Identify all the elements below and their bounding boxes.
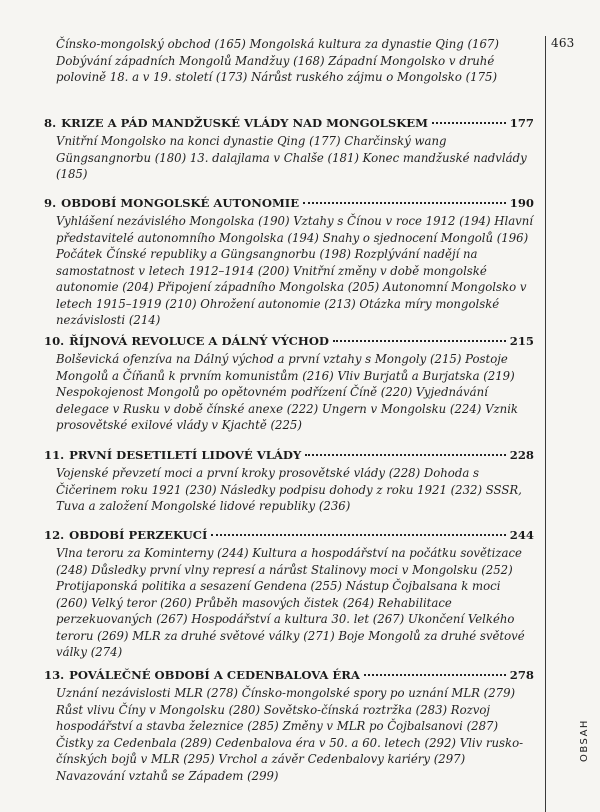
chapter-subtopics: Bolševická ofenzíva na Dálný východ a první vztahy s Mongoly (215) Postoje Mongolů a Číňanů k prvním komunistům (216) Vliv Burjatů a Burjatska (219) Nespokojenost Mongolů po opětovném podřízení Číně (220) Vyjednávání delegace v Rusku v době čínské anexe (222) Ungern v Mongolsku (224) Vznik prosovětské exilové vlády v Kjachtě (225) xyxy=(56,352,519,432)
chapter-page-number: 244 xyxy=(509,528,534,542)
chapter-7-continuation: Čínsko-mongolský obchod (165) Mongolská kultura za dynastie Qing (167) Dobývání západních Mongolů Mandžuy (168) Západní Mongolsko v druhé polovině 18. a v 19. století (173) Nárůst ruského zájmu o Mongolsko (175) xyxy=(56,37,499,84)
chapter-heading xyxy=(44,528,534,545)
section-side-label: OBSAH xyxy=(579,719,590,762)
chapter-title: ŘÍJNOVÁ REVOLUCE A DÁLNÝ VÝCHOD xyxy=(69,334,329,348)
toc-entry-13[interactable] xyxy=(44,668,534,784)
chapter-title: PRVNÍ DESETILETÍ LIDOVÉ VLÁDY xyxy=(69,448,302,462)
leader-dots xyxy=(211,533,505,536)
toc-entry-12[interactable] xyxy=(44,528,534,661)
chapter-number: 9. xyxy=(44,196,57,210)
chapter-heading xyxy=(44,116,534,133)
chapter-subtopics: Vlna teroru za Kominterny (244) Kultura a hospodářství na počátku sovětizace (248) Důsledky první vlny represí a nárůst Stalinovy moci v Mongolsku (252) Protijaponská politika a sesazení Gendena (255) Nástup Čojbalsana k moci (260) Velký teror (260) Průběh masových čistek (264) Rehabilitace perzekuovaných (267) Hospodářství a kultura 30. let (267) Ukončení Velkého teroru (269) MLR za druhé světové války (271) Boje Mongolů za druhé světové války (274) xyxy=(56,546,525,659)
chapter-number: 8. xyxy=(44,116,57,130)
chapter-title: OBDOBÍ PERZEKUCÍ xyxy=(69,528,208,542)
chapter-page-number: 177 xyxy=(509,116,534,130)
chapter-page-number: 190 xyxy=(509,196,534,210)
chapter-number: 11. xyxy=(44,448,65,462)
chapter-number: 13. xyxy=(44,668,65,682)
chapter-subtopics: Vojenské převzetí moci a první kroky prosovětské vlády (228) Dohoda s Čičerinem roku 1921 (230) Následky podpisu dohody z roku 1921 (232) SSSR, Tuva a založení Mongolské lidové republiky (236) xyxy=(56,466,522,513)
leader-dots xyxy=(432,121,506,124)
chapter-page-number: 228 xyxy=(509,448,534,462)
chapter-heading xyxy=(44,668,534,685)
chapter-title: OBDOBÍ MONGOLSKÉ AUTONOMIE xyxy=(61,196,300,210)
leader-dots xyxy=(303,201,506,204)
leader-dots xyxy=(364,673,506,676)
chapter-subtopics: Vyhlášení nezávislého Mongolska (190) Vztahy s Čínou v roce 1912 (194) Hlavní představitelé autonomního Mongolska (194) Snahy o sjednocení Mongolů (196) Počátek Čínské republiky a Güngsangnorbu (198) Rozplývání nadějí na samostatnost v letech 1912–1914 (200) Vnitřní změny v době mongolské autonomie (204) Připojení západního Mongolska (205) Autonomní Mongolsko v letech 1915–1919 (210) Ohrožení autonomie (213) Otázka míry mongolské nezávislosti (214) xyxy=(56,214,534,327)
toc-entry-8[interactable] xyxy=(44,116,534,183)
chapter-heading xyxy=(44,448,534,465)
chapter-heading xyxy=(44,196,534,213)
chapter-page-number: 278 xyxy=(509,668,534,682)
chapter-heading xyxy=(44,334,534,351)
toc-entry-11[interactable] xyxy=(44,448,534,515)
chapter-title: POVÁLEČNÉ OBDOBÍ A CEDENBALOVA ÉRA xyxy=(69,668,360,682)
toc-entry-10[interactable] xyxy=(44,334,534,434)
chapter-page-number: 215 xyxy=(509,334,534,348)
chapter-subtopics: Uznání nezávislosti MLR (278) Čínsko-mongolské spory po uznání MLR (279) Růst vlivu Číny v Mongolsku (280) Sovětsko-čínská roztržka (283) Rozvoj hospodářství a stavba železnice (285) Změny v MLR po Čojbalsanovi (287) Čistky za Cedenbala (289) Cedenbalova éra v 50. a 60. letech (292) Vliv rusko-čínských bojů v MLR (295) Vrchol a závěr Cedenbalovy kariéry (297) Navazování vztahů se Západem (299) xyxy=(56,686,524,783)
toc-entry-9[interactable] xyxy=(44,196,534,329)
margin-rule xyxy=(545,36,546,812)
leader-dots xyxy=(333,339,506,342)
chapter-title: KRIZE A PÁD MANDŽUSKÉ VLÁDY NAD MONGOLSKEM xyxy=(61,116,428,130)
page-number: 463 xyxy=(551,36,575,50)
leader-dots xyxy=(305,453,506,456)
chapter-number: 12. xyxy=(44,528,65,542)
chapter-subtopics: Vnitřní Mongolsko na konci dynastie Qing (177) Charčinský wang Güngsangnorbu (180) 13. dalajlama v Chalše (181) Konec mandžuské nadvlády (185) xyxy=(56,134,527,181)
chapter-number: 10. xyxy=(44,334,65,348)
